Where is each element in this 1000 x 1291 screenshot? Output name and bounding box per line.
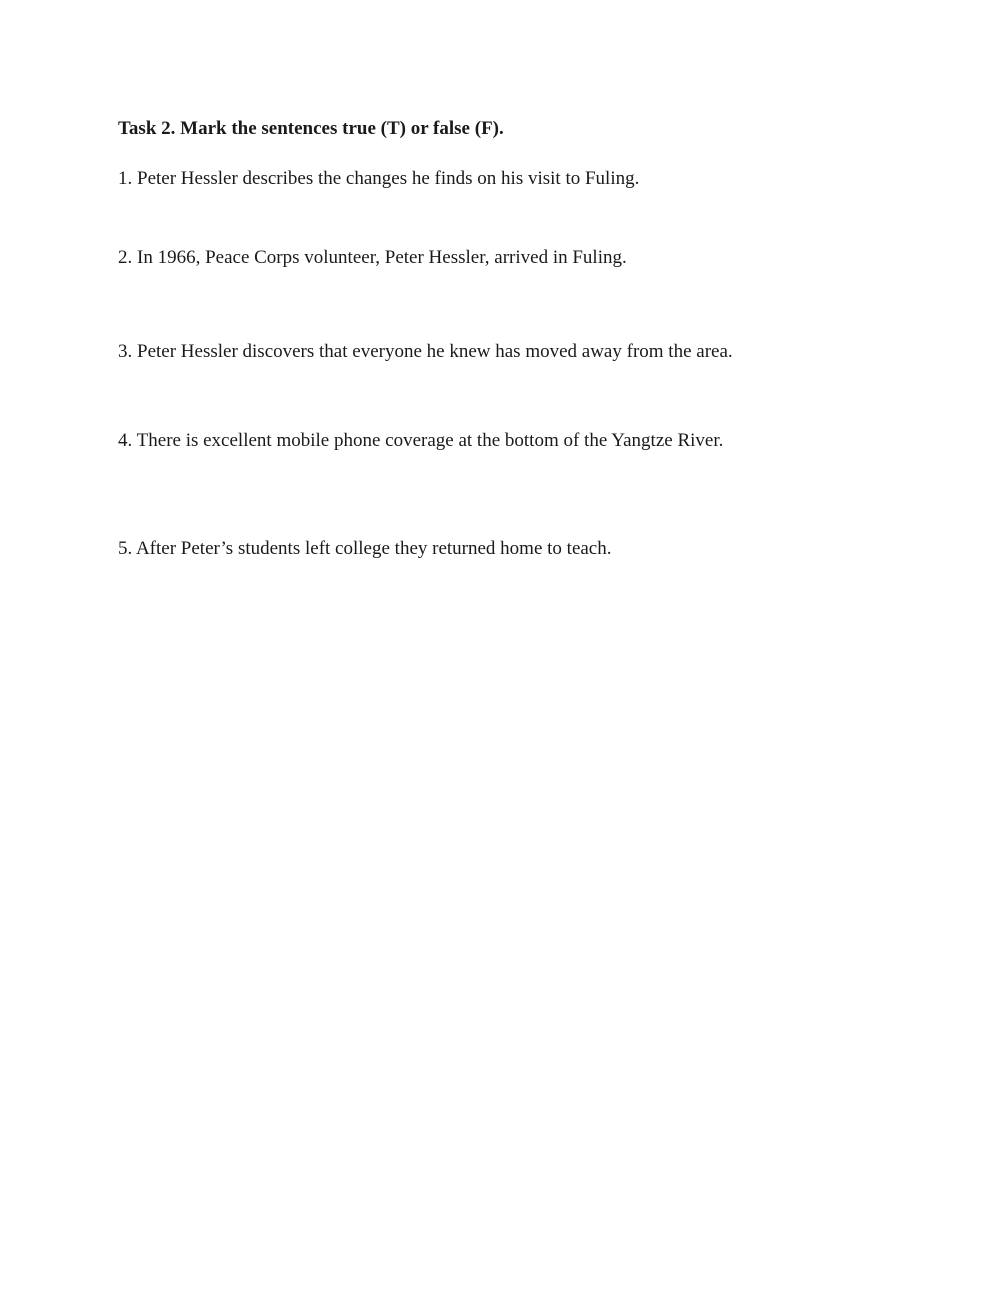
sentence-3: 3. Peter Hessler discovers that everyone he knew has moved away from the area. [118, 341, 733, 362]
sentence-1: 1. Peter Hessler describes the changes he finds on his visit to Fuling. [118, 168, 640, 189]
task-title: Task 2. Mark the sentences true (T) or false (F). [118, 118, 504, 139]
sentence-4: 4. There is excellent mobile phone coverage at the bottom of the Yangtze River. [118, 430, 724, 451]
sentence-2: 2. In 1966, Peace Corps volunteer, Peter Hessler, arrived in Fuling. [118, 247, 627, 268]
sentence-5: 5. After Peter’s students left college they returned home to teach. [118, 538, 612, 559]
